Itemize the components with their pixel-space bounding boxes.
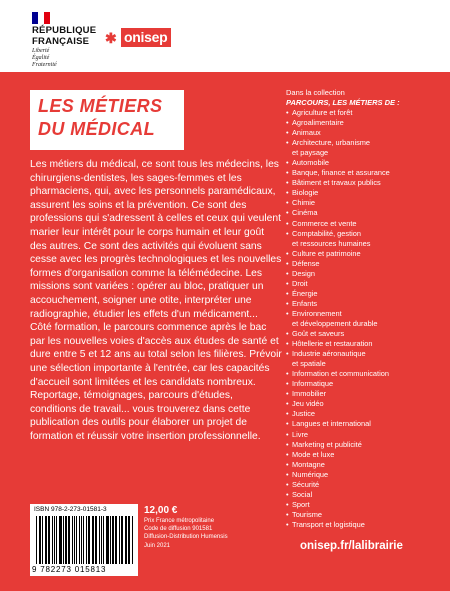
collection-item-label: Commerce et vente bbox=[292, 218, 357, 228]
collection-item bbox=[286, 219, 400, 229]
collection-item-label: Justice bbox=[292, 409, 316, 419]
collection-item bbox=[286, 208, 400, 218]
collection-item bbox=[286, 249, 400, 259]
collection-panel bbox=[286, 88, 400, 530]
onisep-logo bbox=[105, 28, 171, 47]
bullet-icon: • bbox=[286, 218, 289, 228]
collection-item bbox=[286, 430, 400, 440]
onisep-logo-text: onisep bbox=[121, 28, 171, 47]
bullet-icon: • bbox=[286, 349, 289, 359]
collection-item-label: Architecture, urbanisme et paysage bbox=[292, 138, 371, 158]
collection-item-label: Énergie bbox=[292, 288, 318, 298]
collection-item bbox=[286, 279, 400, 289]
collection-item bbox=[286, 168, 400, 178]
collection-item-label: Industrie aéronautique et spatiale bbox=[292, 349, 366, 369]
bullet-icon: • bbox=[286, 499, 289, 509]
collection-item-label: Animaux bbox=[292, 128, 321, 138]
collection-item-label: Transport et logistique bbox=[292, 519, 365, 529]
collection-item-label: Montagne bbox=[292, 459, 325, 469]
bullet-icon: • bbox=[286, 198, 289, 208]
collection-item bbox=[286, 440, 400, 450]
bullet-icon: • bbox=[286, 288, 289, 298]
collection-item bbox=[286, 108, 400, 118]
bullet-icon: • bbox=[286, 389, 289, 399]
collection-item bbox=[286, 309, 400, 329]
republic-motto bbox=[32, 48, 57, 68]
republique-francaise-logo bbox=[32, 26, 96, 47]
collection-item-label: Culture et patrimoine bbox=[292, 248, 361, 258]
collection-item-label: Automobile bbox=[292, 158, 329, 168]
price-block bbox=[144, 504, 228, 550]
title-line-1: LES MÉTIERS bbox=[38, 96, 163, 116]
collection-item-label: Informatique bbox=[292, 379, 334, 389]
collection-item bbox=[286, 409, 400, 419]
bullet-icon: • bbox=[286, 278, 289, 288]
collection-item-label: Livre bbox=[292, 429, 309, 439]
bullet-icon: • bbox=[286, 409, 289, 419]
collection-item bbox=[286, 229, 400, 249]
bullet-icon: • bbox=[286, 439, 289, 449]
barcode-icon bbox=[36, 516, 134, 564]
bullet-icon: • bbox=[286, 208, 289, 218]
bullet-icon: • bbox=[286, 118, 289, 128]
bullet-icon: • bbox=[286, 509, 289, 519]
bullet-icon: • bbox=[286, 469, 289, 479]
barcode-panel bbox=[30, 504, 138, 576]
bullet-icon: • bbox=[286, 519, 289, 529]
price-amount: 12,00 € bbox=[144, 505, 178, 516]
collection-list bbox=[286, 108, 400, 530]
bullet-icon: • bbox=[286, 399, 289, 409]
collection-item-label: Langues et international bbox=[292, 419, 371, 429]
website-link[interactable]: onisep.fr/lalibrairie bbox=[300, 540, 403, 552]
price-info-line: Code de diffusion 901581 bbox=[144, 526, 213, 533]
collection-item bbox=[286, 510, 400, 520]
bullet-icon: • bbox=[286, 248, 289, 258]
collection-item-label: Design bbox=[292, 268, 316, 278]
collection-item-label: Défense bbox=[292, 258, 320, 268]
collection-item bbox=[286, 520, 400, 530]
collection-item-label: Immobilier bbox=[292, 389, 327, 399]
collection-item bbox=[286, 450, 400, 460]
bullet-icon: • bbox=[286, 489, 289, 499]
bullet-icon: • bbox=[286, 188, 289, 198]
collection-item-label: Jeu vidéo bbox=[292, 399, 324, 409]
collection-item-label: Bâtiment et travaux publics bbox=[292, 178, 381, 188]
collection-item bbox=[286, 379, 400, 389]
collection-item bbox=[286, 138, 400, 158]
collection-label: Dans la collection bbox=[286, 88, 345, 97]
collection-item-label: Tourisme bbox=[292, 509, 322, 519]
bullet-icon: • bbox=[286, 268, 289, 278]
bullet-icon: • bbox=[286, 168, 289, 178]
price-info-line: Prix France métropolitaine bbox=[144, 518, 215, 524]
price-info-line: Diffusion-Distribution Humensis bbox=[144, 534, 228, 541]
collection-item-label: Sécurité bbox=[292, 479, 320, 489]
collection-item bbox=[286, 389, 400, 399]
motto-egalite: Égalité bbox=[32, 54, 50, 61]
collection-item bbox=[286, 339, 400, 349]
collection-item-label: Hôtellerie et restauration bbox=[292, 339, 373, 349]
collection-item bbox=[286, 399, 400, 409]
republic-line-2: FRANÇAISE bbox=[32, 35, 90, 47]
collection-item bbox=[286, 500, 400, 510]
collection-item-label: Comptabilité, gestion et ressources humaines bbox=[292, 228, 371, 248]
collection-item bbox=[286, 259, 400, 269]
bullet-icon: • bbox=[286, 339, 289, 349]
isbn-label: ISBN 978-2-273-01581-3 bbox=[34, 506, 107, 513]
price-info-line: Juin 2021 bbox=[144, 542, 171, 549]
motto-fraternite: Fraternité bbox=[32, 61, 57, 68]
bullet-icon: • bbox=[286, 108, 289, 117]
bullet-icon: • bbox=[286, 308, 289, 318]
bullet-icon: • bbox=[286, 138, 289, 148]
bullet-icon: • bbox=[286, 258, 289, 268]
collection-item bbox=[286, 118, 400, 128]
bullet-icon: • bbox=[286, 429, 289, 439]
collection-item bbox=[286, 299, 400, 309]
collection-item-label: Environnement et développement durable bbox=[292, 308, 378, 328]
collection-item-label: Agriculture et forêt bbox=[292, 108, 353, 117]
collection-item bbox=[286, 128, 400, 138]
collection-item-label: Sport bbox=[292, 499, 310, 509]
bullet-icon: • bbox=[286, 479, 289, 489]
collection-title: PARCOURS, LES MÉTIERS DE : bbox=[286, 97, 400, 107]
book-title bbox=[30, 90, 184, 150]
bullet-icon: • bbox=[286, 298, 289, 308]
collection-item bbox=[286, 349, 400, 369]
header-band bbox=[0, 0, 450, 72]
collection-item-label: Marketing et publicité bbox=[292, 439, 362, 449]
collection-item bbox=[286, 198, 400, 208]
collection-item bbox=[286, 490, 400, 500]
collection-item-label: Numérique bbox=[292, 469, 329, 479]
collection-item bbox=[286, 369, 400, 379]
collection-item bbox=[286, 480, 400, 490]
bullet-icon: • bbox=[286, 228, 289, 238]
collection-item bbox=[286, 158, 400, 168]
title-line-2: DU MÉDICAL bbox=[38, 119, 155, 139]
french-flag-icon bbox=[32, 12, 50, 24]
collection-item-label: Goût et saveurs bbox=[292, 329, 345, 339]
bullet-icon: • bbox=[286, 449, 289, 459]
collection-item bbox=[286, 329, 400, 339]
book-description: Les métiers du médical, ce sont tous les médecins, les chirurgiens-dentistes, les sages-femmes et les pharmaciens, qui, avec les personnels paramédicaux, assurent les soins et la prévention. Ce sont des professions qui s'adressent à celles et ceux qui veulent marier leur intérêt pour le corps humain et leur goût des autres. Ce sont des activités qui évoluent sans cesse avec les progrès technologiques et les nouvelles formes d'organisation comme la télémédecine. Les missions sont variées : opérer au bloc, pratiquer un accouchement, soigner une otite, interpréter une radiographie, étudier les effets d'un médicament... Côté formation, le parcours commence après le bac par les nouvelles voies d'accès aux études de santé et dure entre 5 et 12 ans au total selon les filières. Prévoir une sélection importante à l'entrée, car les capacités d'accueil sont limitées et les candidats nombreux. Reportage, témoignages, parcours d'études, conditions de travail... vous trouverez dans cette publication des outils pour élaborer un projet de formation et réussir votre insertion professionnelle. bbox=[30, 159, 282, 442]
barcode-number: 9 782273 015813 bbox=[32, 565, 107, 574]
collection-item bbox=[286, 178, 400, 188]
bullet-icon: • bbox=[286, 459, 289, 469]
bullet-icon: • bbox=[286, 158, 289, 168]
collection-item-label: Agroalimentaire bbox=[292, 118, 344, 128]
collection-item bbox=[286, 289, 400, 299]
collection-item bbox=[286, 470, 400, 480]
collection-item-label: Information et communication bbox=[292, 369, 389, 379]
bullet-icon: • bbox=[286, 128, 289, 138]
collection-item bbox=[286, 269, 400, 279]
asterisk-icon: ✱ bbox=[105, 29, 117, 46]
bullet-icon: • bbox=[286, 379, 289, 389]
collection-item-label: Chimie bbox=[292, 198, 315, 208]
bullet-icon: • bbox=[286, 178, 289, 188]
collection-item bbox=[286, 419, 400, 429]
collection-item-label: Cinéma bbox=[292, 208, 318, 218]
collection-item-label: Droit bbox=[292, 278, 308, 288]
collection-item-label: Social bbox=[292, 489, 313, 499]
bullet-icon: • bbox=[286, 419, 289, 429]
bullet-icon: • bbox=[286, 329, 289, 339]
collection-item-label: Enfants bbox=[292, 298, 318, 308]
collection-item-label: Biologie bbox=[292, 188, 319, 198]
bullet-icon: • bbox=[286, 369, 289, 379]
collection-item-label: Banque, finance et assurance bbox=[292, 168, 390, 178]
collection-item bbox=[286, 188, 400, 198]
republic-line-1: RÉPUBLIQUE bbox=[32, 25, 97, 36]
collection-item-label: Mode et luxe bbox=[292, 449, 335, 459]
collection-item bbox=[286, 460, 400, 470]
motto-liberte: Liberté bbox=[32, 48, 50, 54]
